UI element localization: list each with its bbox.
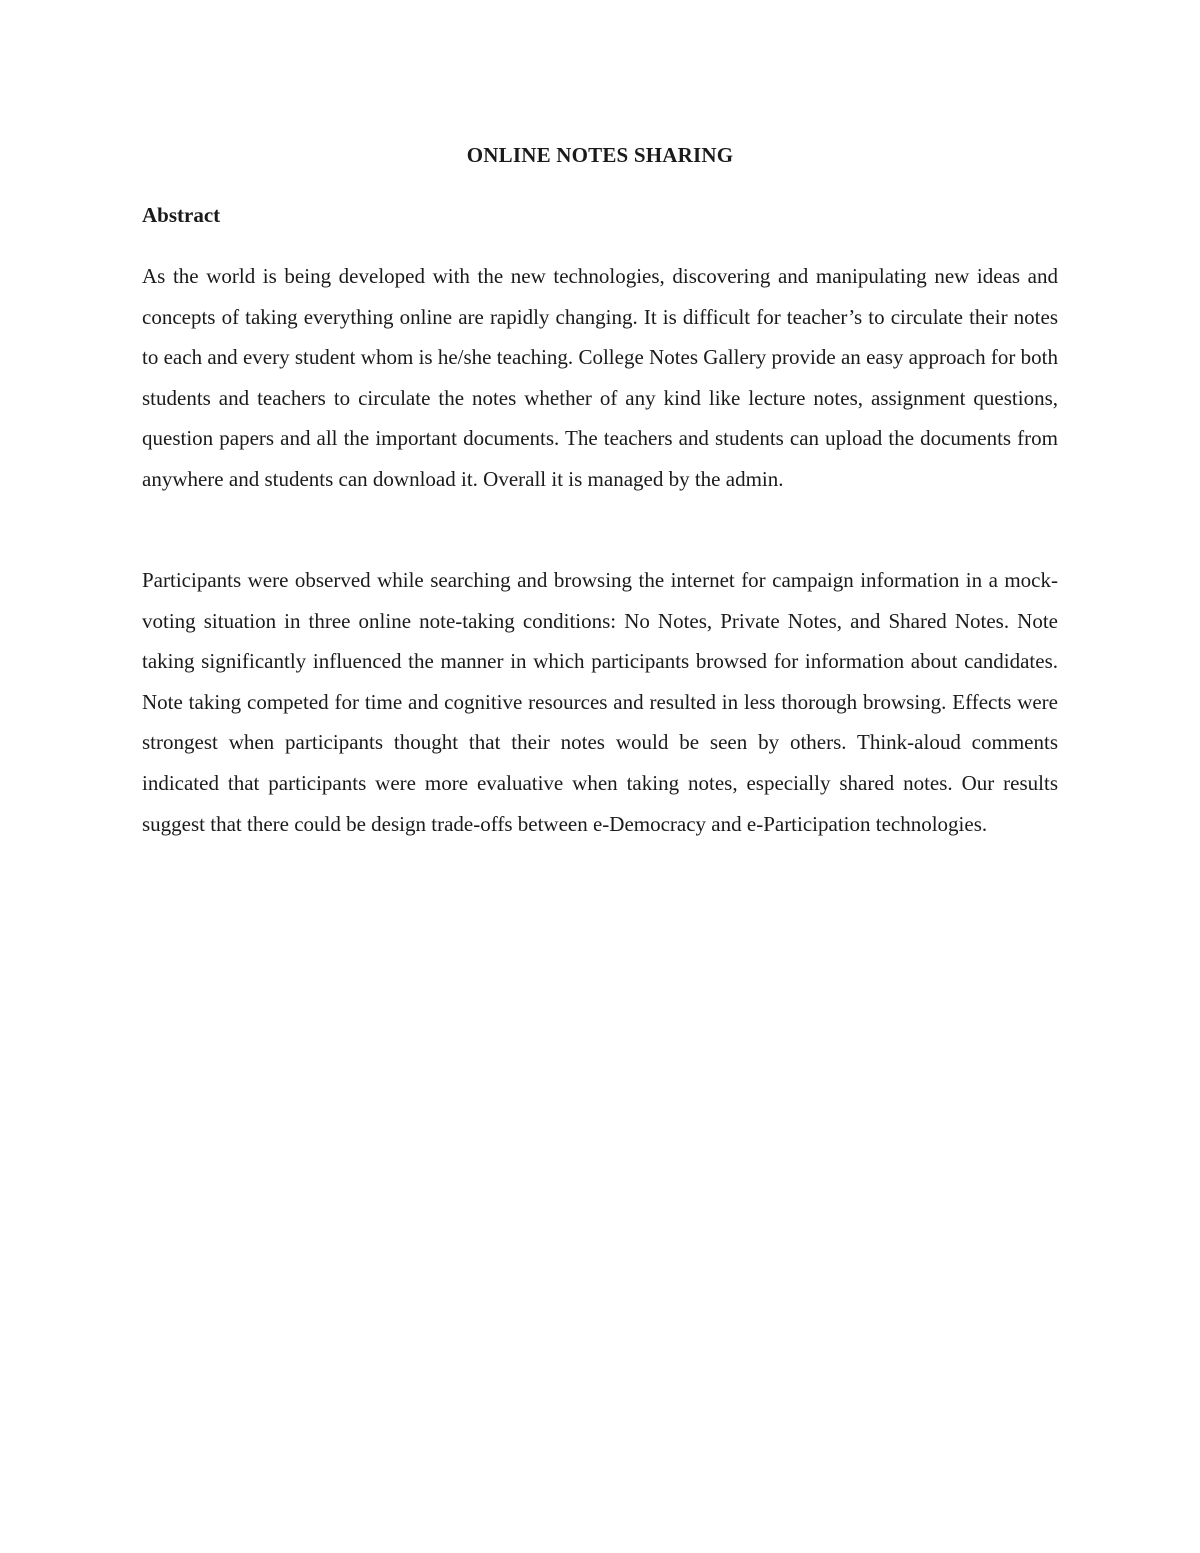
abstract-paragraph-2: Participants were observed while searching and browsing the internet for campaign information in a mock-voting situation in three online note-taking conditions: No Notes, Private Notes, and Shared Notes. Note taking significantly influenced the manner in which participants browsed for information about candidates. Note taking competed for time and cognitive resources and resulted in less thorough browsing. Effects were strongest when participants thought that their notes would be seen by others. Think-aloud comments indicated that participants were more evaluative when taking notes, especially shared notes. Our results suggest that there could be design trade-offs between e-Democracy and e-Participation technologies. [142, 568, 1058, 836]
abstract-paragraph-1: As the world is being developed with the new technologies, discovering and manipulating new ideas and concepts of taking everything online are rapidly changing. It is difficult for teacher’s to circulate their notes to each and every student whom is he/she teaching. College Notes Gallery provide an easy approach for both students and teachers to circulate the notes whether of any kind like lecture notes, assignment questions, question papers and all the important documents. The teachers and students can upload the documents from anywhere and students can download it. Overall it is managed by the admin. [142, 264, 1058, 491]
document-title: ONLINE NOTES SHARING [466, 143, 734, 167]
section-heading-abstract: Abstract [142, 203, 221, 227]
